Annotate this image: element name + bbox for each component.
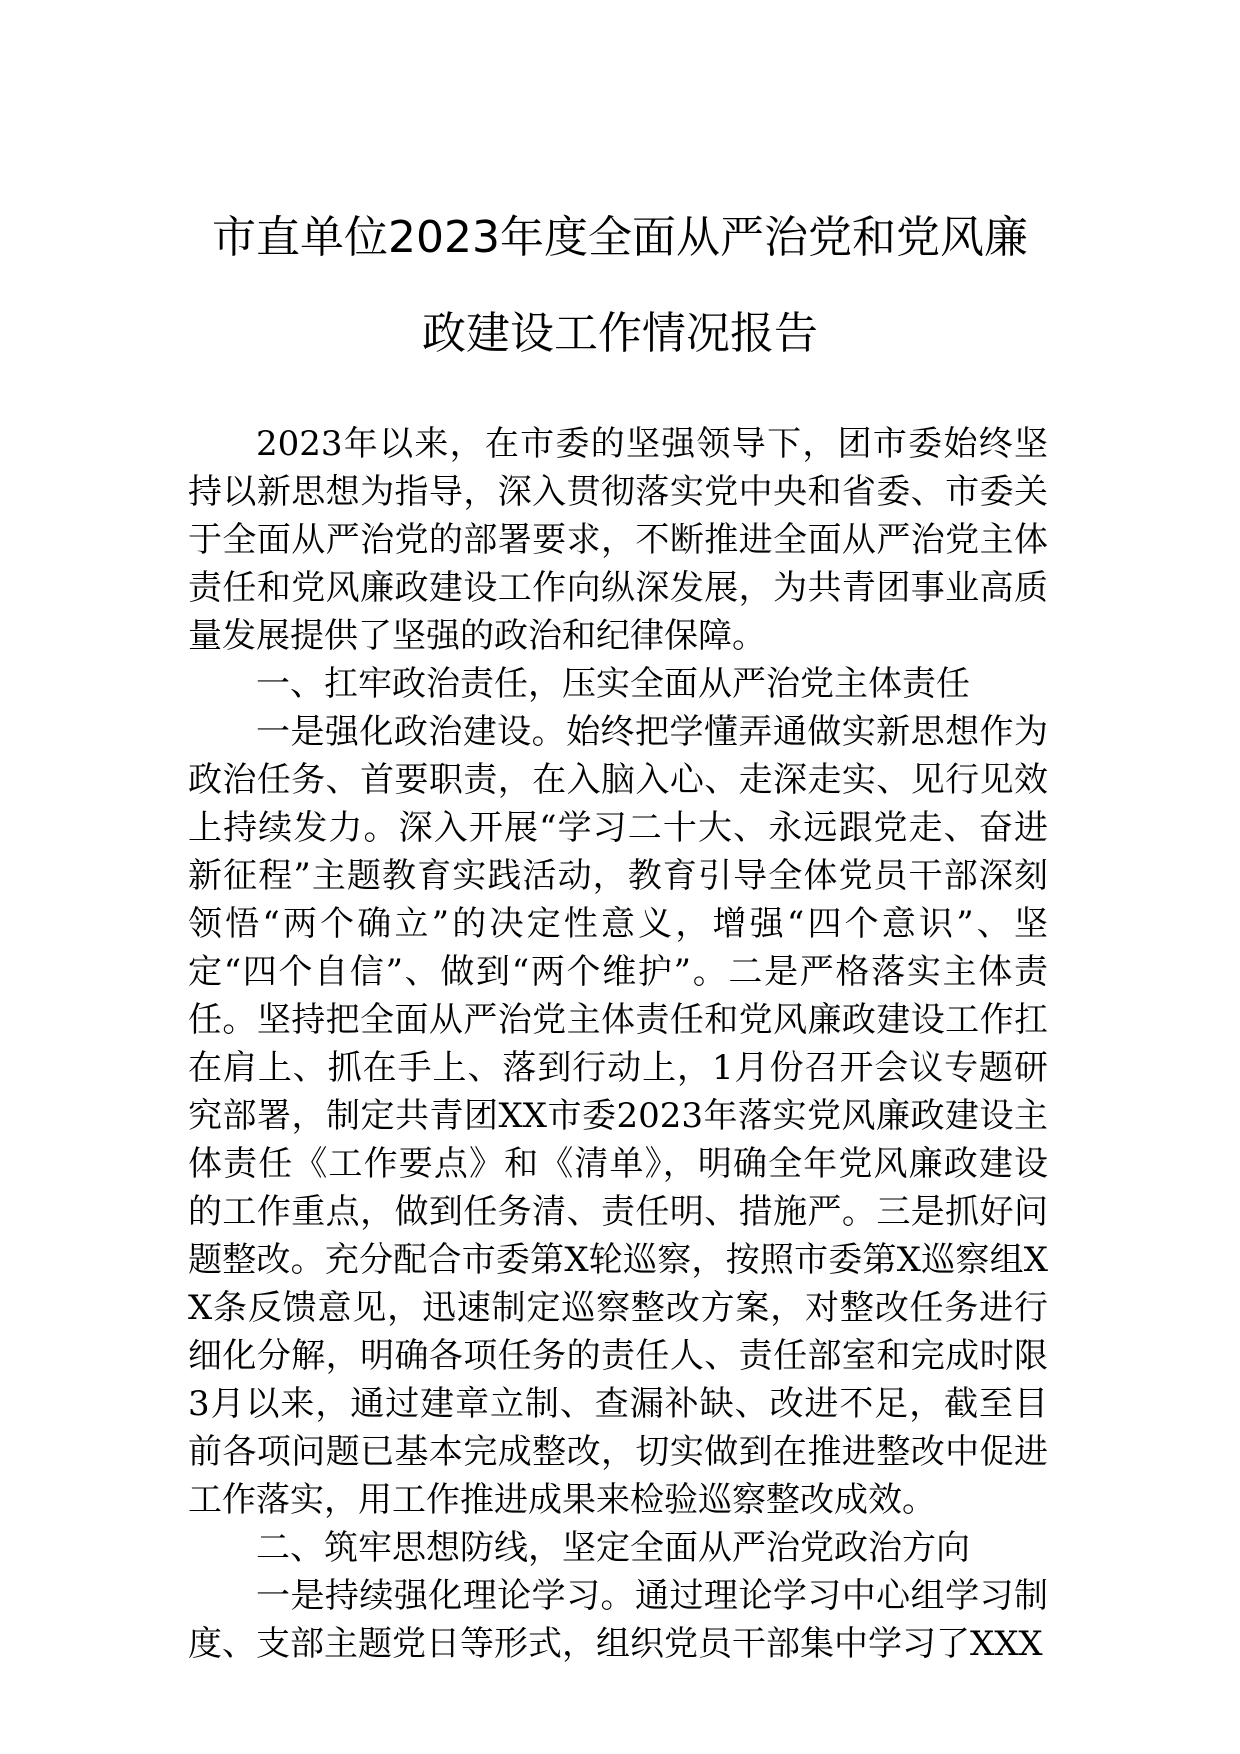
section-1-heading: 一、扛牢政治责任，压实全面从严治党主体责任 (256, 664, 970, 704)
intro-paragraph: 2023年以来，在市委的坚强领导下，团市委始终坚持以新思想为指导，深入贯彻落实党中央和省委、市委关于全面从严治党的部署要求，不断推进全面从严治党主体责任和党风廉政建设工作向纵深发展，为共青团事业高质量发展提供了坚强的政治和纪律保障。 (188, 424, 1048, 656)
document-title (180, 190, 1060, 382)
document-body (188, 420, 1048, 1668)
title-line-1: 市直单位2023年度全面从严治党和党风廉 (212, 212, 1028, 263)
title-line-2: 政建设工作情况报告 (422, 308, 818, 359)
section-2-heading: 二、筑牢思想防线，坚定全面从严治党政治方向 (256, 1528, 970, 1568)
section-2-paragraph: 一是持续强化理论学习。通过理论学习中心组学习制度、支部主题党日等形式，组织党员干部集中学习了XXX (188, 1576, 1048, 1664)
section-1-paragraph: 一是强化政治建设。始终把学懂弄通做实新思想作为政治任务、首要职责，在入脑入心、走深走实、见行见效上持续发力。深入开展“学习二十大、永远跟党走、奋进新征程”主题教育实践活动，教育引导全体党员干部深刻领悟“两个确立”的决定性意义，增强“四个意识”、坚定“四个自信”、做到“两个维护”。二是严格落实主体责任。坚持把全面从严治党主体责任和党风廉政建设工作扛在肩上、抓在手上、落到行动上，1月份召开会议专题研究部署，制定共青团XX市委2023年落实党风廉政建设主体责任《工作要点》和《清单》，明确全年党风廉政建设的工作重点，做到任务清、责任明、措施严。三是抓好问题整改。充分配合市委第X轮巡察，按照市委第X巡察组XX条反馈意见，迅速制定巡察整改方案，对整改任务进行细化分解，明确各项任务的责任人、责任部室和完成时限3月以来，通过建章立制、查漏补缺、改进不足，截至目前各项问题已基本完成整改，切实做到在推进整改中促进工作落实，用工作推进成果来检验巡察整改成效。 (188, 712, 1048, 1520)
